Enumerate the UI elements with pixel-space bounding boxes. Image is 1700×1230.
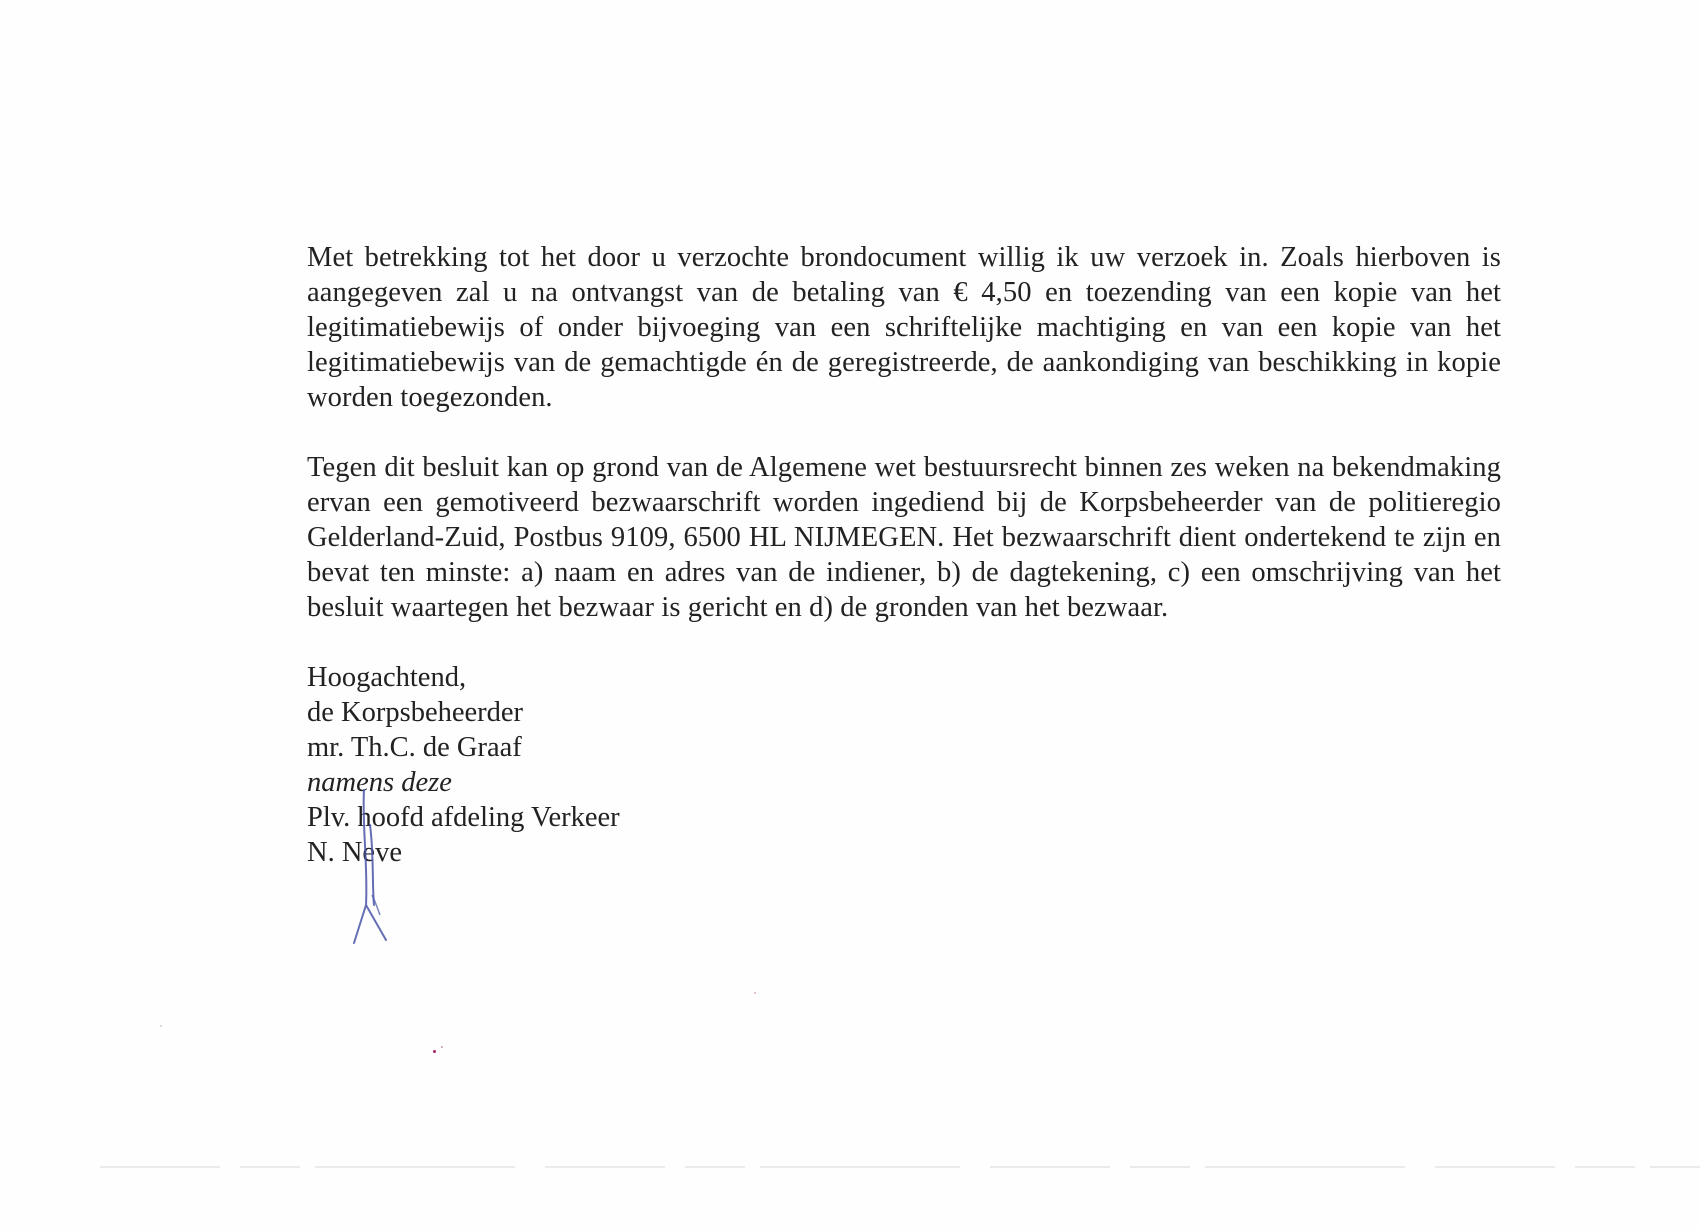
paragraph-request-granted: Met betrekking tot het door u verzochte brondocument willig ik uw verzoek in. Zoals hierboven is aangegeven zal u na ontvangst van de betaling van € 4,50 en toezending van een kopie van het legitimatiebewijs of onder bijvoeging van een schriftelijke machtiging en van een kopie van het legitimatiebewijs van de gemachtigde én de geregistreerde, de aankondiging van beschikking in kopie worden toegezonden. <box>307 242 1501 413</box>
authority-title: de Korpsbeheerder <box>307 697 524 728</box>
scan-edge-artifact <box>100 1166 1700 1168</box>
official-name: mr. Th.C. de Graaf <box>307 732 522 763</box>
scan-speck <box>754 992 756 994</box>
letter-body <box>307 240 1501 870</box>
signer-name: N. Neve <box>307 837 402 868</box>
closing-block <box>307 660 1501 870</box>
scan-speck <box>160 1025 162 1027</box>
signer-position: Plv. hoofd afdeling Verkeer <box>307 802 620 833</box>
on-behalf-line: namens deze <box>307 767 452 798</box>
scan-speck <box>441 1046 443 1048</box>
paragraph-objection-notice: Tegen dit besluit kan op grond van de Algemene wet bestuursrecht binnen zes weken na bekendmaking ervan een gemotiveerd bezwaarschrift worden ingediend bij de Korpsbeheerder van de politieregio Gelderland-Zuid, Postbus 9109, 6500 HL NIJMEGEN. Het bezwaarschrift dient ondertekend te zijn en bevat ten minste: a) naam en adres van de indiener, b) de dagtekening, c) een omschrijving van het besluit waartegen het bezwaar is gericht en d) de gronden van het bezwaar. <box>307 452 1501 623</box>
salutation: Hoogachtend, <box>307 662 467 693</box>
scan-speck <box>433 1050 436 1053</box>
